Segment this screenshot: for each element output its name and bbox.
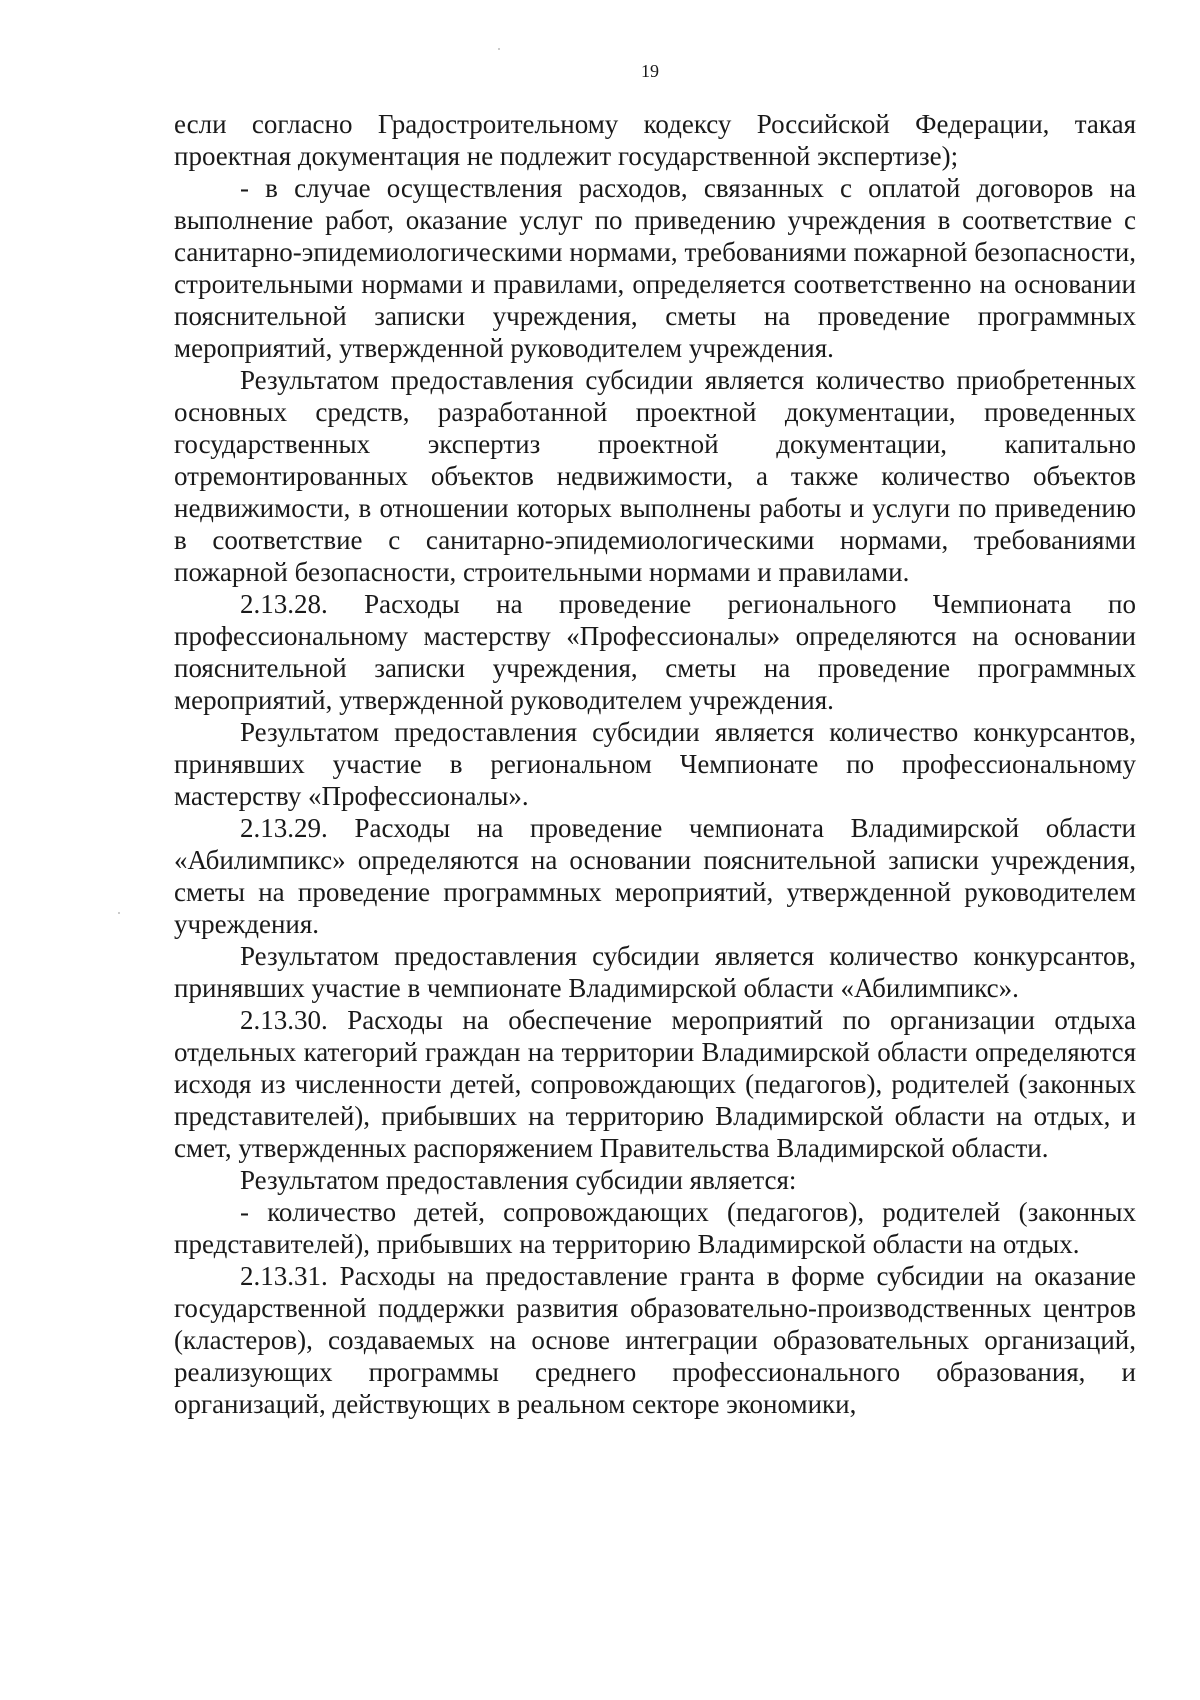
paragraph: - количество детей, сопровождающих (педагогов), родителей (законных представителей), прибывших на территорию Владимирской области на отдых.	[174, 1197, 1136, 1259]
page-number: 19	[641, 61, 659, 81]
paragraph: 2.13.30. Расходы на обеспечение мероприятий по организации отдыха отдельных категорий граждан на территории Владимирской области определяются исходя из численности детей, сопровождающих (педагогов), родителей (законных представителей), прибывших на территорию Владимирской области на отдых, и смет, утвержденных распоряжением Правительства Владимирской области.	[174, 1005, 1136, 1163]
paragraph: 2.13.28. Расходы на проведение регионального Чемпионата по профессиональному мастерству «Профессионалы» определяются на основании пояснительной записки учреждения, сметы на проведение программных мероприятий, утвержденной руководителем учреждения.	[174, 589, 1136, 715]
paragraph: Результатом предоставления субсидии является количество конкурсантов, принявших участие в чемпионате Владимирской области «Абилимпикс».	[174, 941, 1136, 1003]
paragraph: 2.13.29. Расходы на проведение чемпионата Владимирской области «Абилимпикс» определяются на основании пояснительной записки учреждения, сметы на проведение программных мероприятий, утвержденной руководителем учреждения.	[174, 813, 1136, 939]
scan-speck	[118, 912, 120, 914]
paragraph: 2.13.31. Расходы на предоставление гранта в форме субсидии на оказание государственной поддержки развития образовательно-производственных центров (кластеров), создаваемых на основе интеграции образовательных организаций, реализующих программы среднего профессионального образования, и организаций, действующих в реальном секторе экономики,	[174, 1261, 1136, 1419]
paragraph: если согласно Градостроительному кодексу Российской Федерации, такая проектная документация не подлежит государственной экспертизе);	[174, 109, 1136, 171]
paragraph: Результатом предоставления субсидии является:	[240, 1165, 797, 1195]
document-body	[174, 108, 1136, 1420]
paragraph: Результатом предоставления субсидии является количество приобретенных основных средств, разработанной проектной документации, проведенных государственных экспертиз проектной документации, капитально отремонтированных объектов недвижимости, а также количество объектов недвижимости, в отношении которых выполнены работы и услуги по приведению в соответствие с санитарно-эпидемиологическими нормами, требованиями пожарной безопасности, строительными нормами и правилами.	[174, 365, 1136, 587]
scan-speck	[498, 48, 500, 50]
paragraph: - в случае осуществления расходов, связанных с оплатой договоров на выполнение работ, оказание услуг по приведению учреждения в соответствие с санитарно-эпидемиологическими нормами, требованиями пожарной безопасности, строительными нормами и правилами, определяется соответственно на основании пояснительной записки учреждения, сметы на проведение программных мероприятий, утвержденной руководителем учреждения.	[174, 173, 1136, 363]
paragraph: Результатом предоставления субсидии является количество конкурсантов, принявших участие в региональном Чемпионате по профессиональному мастерству «Профессионалы».	[174, 717, 1136, 811]
